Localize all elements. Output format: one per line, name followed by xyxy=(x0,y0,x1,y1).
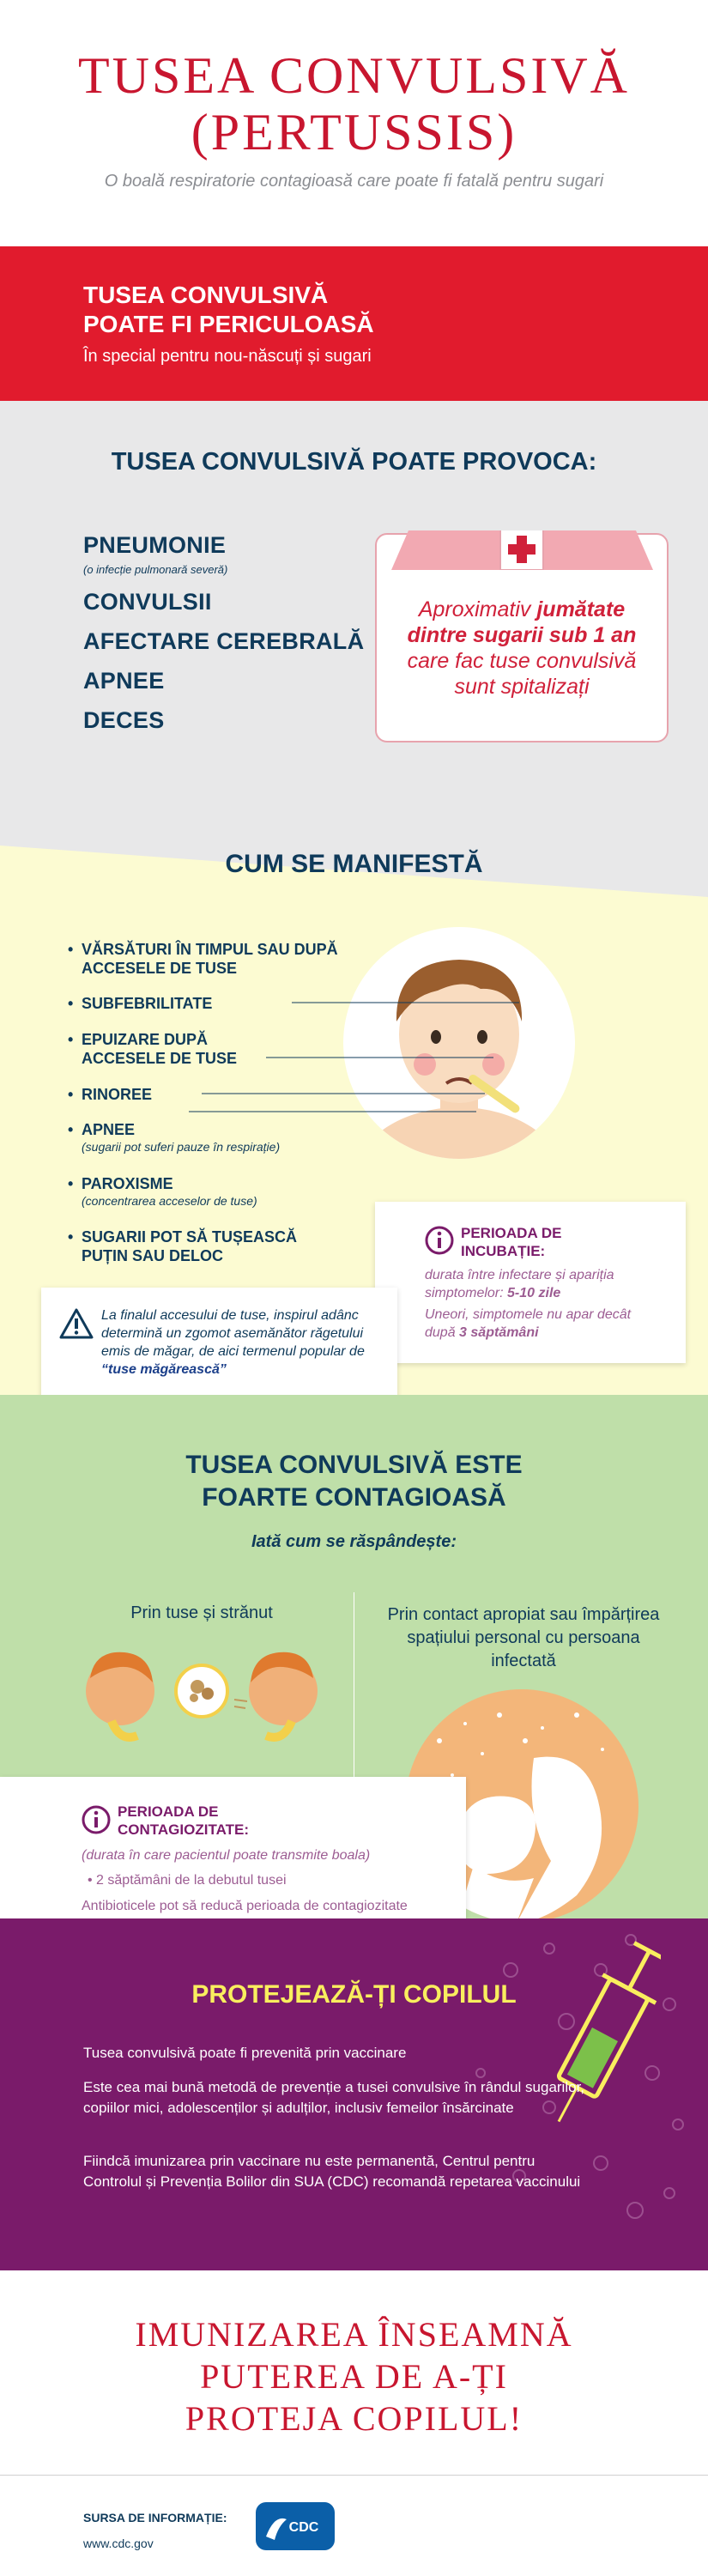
cdc-logo-text: CDC xyxy=(288,2520,319,2535)
whoop-text-main: La finalul accesului de tuse, inspirul adânc determină un zgomot asemănător răgetului emis de măgar, de aici termenul popular de xyxy=(101,1308,365,1359)
incubation-desc-bold: 5-10 zile xyxy=(507,1286,561,1300)
contagious-period-note: Antibioticele pot să reducă perioada de contagiozitate xyxy=(82,1899,408,1913)
contagious-period-title xyxy=(118,1803,249,1839)
danger-banner xyxy=(0,246,708,401)
symptom-apnea-note: (sugarii pot suferi pauze în respirație) xyxy=(82,1140,281,1154)
spread-via-contact: Prin contact apropiat sau împărțirea spațiului personal cu persoana infectată xyxy=(387,1605,660,1670)
protect-paragraph-1: Tusea convulsivă poate fi prevenită prin vaccinare xyxy=(83,2045,407,2061)
protect-paragraph-2: Este cea mai bună metodă de prevenție a tusei convulsive în rândul sugarilor, copiilor mici, adolescenților și adulților, inclusiv femeilor însărcinate xyxy=(83,2079,585,2116)
incubation-card xyxy=(375,1202,686,1363)
closing-line-2: PUTEREA DE A-ȚI xyxy=(200,2357,508,2396)
danger-heading-line-1: TUSEA CONVULSIVĂ xyxy=(83,282,329,308)
complication-pneumonia: PNEUMONIE xyxy=(83,532,227,558)
protect-paragraph-3: Fiindcă imunizarea prin vaccinare nu este permanentă, Centrul pentru Controlul și Prevenția Bolilor din SUA (CDC) recomandă repetarea vaccinului xyxy=(83,2153,581,2190)
source-url[interactable]: www.cdc.gov xyxy=(83,2537,154,2550)
footer-divider xyxy=(0,2475,708,2476)
contagious-subheading: Iată cum se răspândește: xyxy=(251,1532,457,1551)
title-line-2: (PERTUSSIS) xyxy=(191,104,517,161)
complication-brain-damage: AFECTARE CEREBRALĂ xyxy=(83,628,365,654)
incubation-note-text: Uneori, simptomele nu apar decât după xyxy=(425,1307,632,1340)
hospitalization-text-pre: Aproximativ xyxy=(418,597,537,621)
symptom-paroxysms: • PAROXISME xyxy=(82,1174,339,1193)
closing-message xyxy=(0,2313,708,2440)
spread-via-cough: Prin tuse și strănut xyxy=(130,1603,273,1622)
complications-heading: TUSEA CONVULSIVĂ POATE PROVOCA: xyxy=(111,448,597,476)
symptom-apnea: • APNEE xyxy=(82,1120,339,1139)
incubation-desc xyxy=(425,1266,657,1302)
hospitalization-text xyxy=(388,597,656,700)
cdc-logo xyxy=(256,2502,335,2550)
danger-heading-line-2: POATE FI PERICULOASĂ xyxy=(83,311,374,337)
contagious-period-title-line-2: CONTAGIOZITATE: xyxy=(118,1821,249,1838)
complication-seizures: CONVULSII xyxy=(83,589,212,615)
whoop-text xyxy=(101,1306,384,1379)
symptom-low-fever: • SUBFEBRILITATE xyxy=(82,994,339,1013)
warning-icon xyxy=(58,1307,94,1340)
hospital-roof-icon xyxy=(391,530,653,570)
coughing-people-illustration xyxy=(77,1640,326,1743)
closing-line-1: IMUNIZAREA ÎNSEAMNĂ xyxy=(135,2315,573,2354)
symptom-vomiting: • VĂRSĂTURI ÎN TIMPUL SAU DUPĂ ACCESELE DE TUSE xyxy=(82,940,339,978)
protect-heading: PROTEJEAZĂ-ȚI COPILUL xyxy=(191,1980,517,2009)
danger-subheading: În special pentru nou-născuți și sugari xyxy=(83,347,372,366)
symptom-pointer-lines xyxy=(154,987,523,1116)
contagious-period-title-line-1: PERIOADA DE xyxy=(118,1803,219,1820)
hospitalization-text-bold: jumătate dintre sugarii sub 1 an xyxy=(407,597,637,647)
incubation-title-line-2: INCUBAȚIE: xyxy=(461,1243,546,1259)
page-title xyxy=(0,47,708,161)
incubation-note-bold: 3 săptămâni xyxy=(459,1325,539,1340)
page-subtitle: O boală respiratorie contagioasă care poate fi fatală pentru sugari xyxy=(104,172,604,191)
symptom-infants-little-cough: • SUGARII POT SĂ TUȘEASCĂ PUȚIN SAU DELOC xyxy=(82,1227,339,1265)
incubation-note xyxy=(425,1306,639,1342)
closing-line-3: PROTEJA COPILUL! xyxy=(185,2399,523,2438)
contagious-heading-line-1: TUSEA CONVULSIVĂ ESTE xyxy=(185,1451,523,1479)
symptom-paroxysms-note: (concentrarea acceselor de tuse) xyxy=(82,1194,257,1208)
title-line-1: TUSEA CONVULSIVĂ xyxy=(77,47,631,104)
whoop-term: “tuse măgărească” xyxy=(101,1362,227,1377)
symptom-exhaustion: • EPUIZARE DUPĂ ACCESELE DE TUSE xyxy=(82,1030,253,1068)
incubation-title xyxy=(461,1224,561,1260)
contagious-heading xyxy=(0,1449,708,1514)
contagious-period-desc: (durata în care pacientul poate transmite boala) xyxy=(82,1848,371,1863)
symptom-runny-nose: • RINOREE xyxy=(82,1085,339,1104)
incubation-desc-text: durata între infectare și apariția simptomelor: xyxy=(425,1268,614,1300)
source-label: SURSA DE INFORMAȚIE: xyxy=(83,2511,227,2524)
incubation-title-line-1: PERIOADA DE xyxy=(461,1225,562,1241)
info-icon xyxy=(425,1226,454,1255)
contagious-period-card xyxy=(0,1777,466,1936)
danger-heading xyxy=(83,281,374,339)
symptoms-heading: CUM SE MANIFESTĂ xyxy=(225,850,483,878)
contagious-period-bullet: • 2 săptămâni de la debutul tusei xyxy=(88,1873,287,1888)
hospitalization-text-post: care fac tuse convulsivă sunt spitalizați xyxy=(407,649,637,699)
pneumonia-note: (o infecție pulmonară severă) xyxy=(83,563,228,576)
complication-death: DECES xyxy=(83,707,165,733)
complication-apnea: APNEE xyxy=(83,668,165,694)
contagious-heading-line-2: FOARTE CONTAGIOASĂ xyxy=(202,1483,506,1512)
info-icon xyxy=(82,1805,111,1834)
